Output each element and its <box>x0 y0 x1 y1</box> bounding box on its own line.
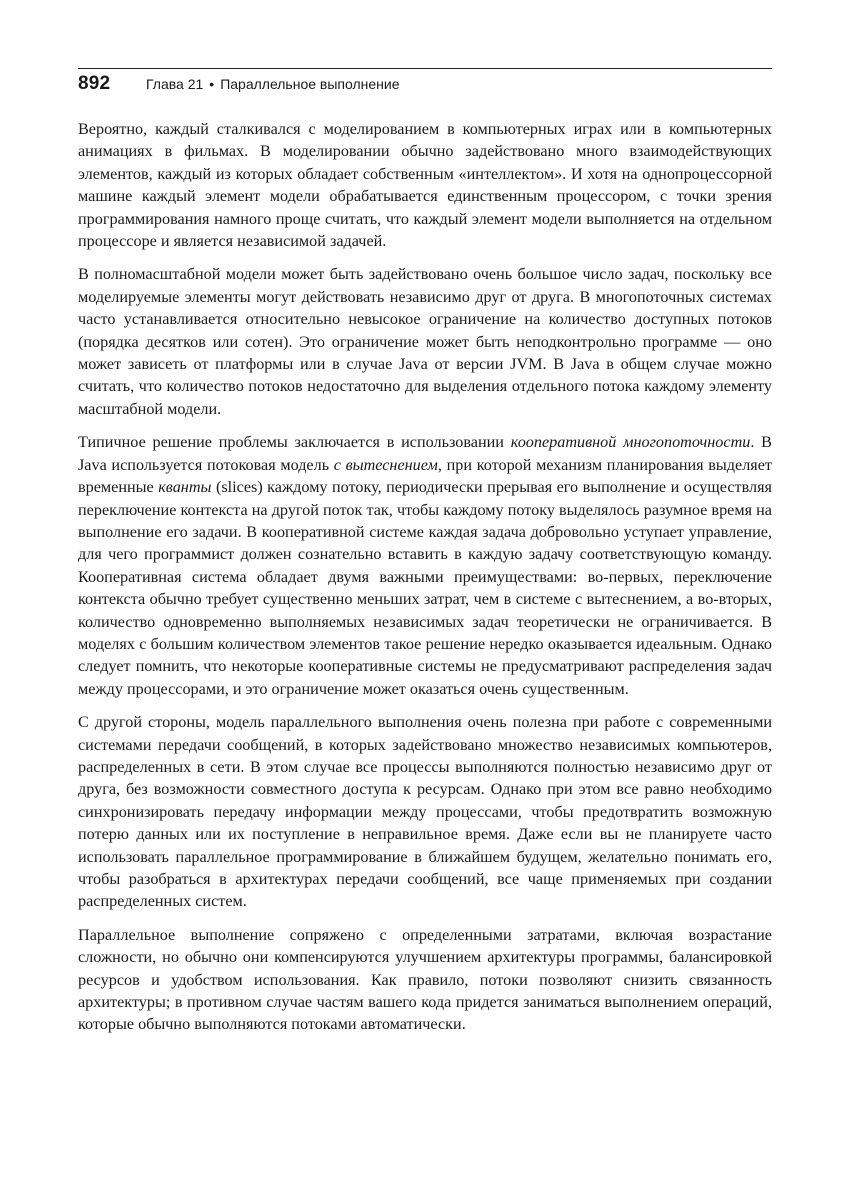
term-cooperative-multithreading: кооперативной многопоточности <box>510 433 751 452</box>
paragraph-segment: , при которой механизм планирования выделяет временные <box>78 455 772 497</box>
term-time-slices: кванты <box>158 478 212 497</box>
paragraph-thread-limits: В полномасштабной модели может быть задействовано очень большое число задач, поскольку все моделируемые элементы могут действовать независимо друг от друга. В многопоточных системах часто устанавливается относительно невысокое ограничение на количество доступных потоков (порядка десятков или сотен). Это ограничение может быть неподконтрольно программе — оно может зависеть от платформы или в случае Java от версии JVM. В Java в общем случае можно считать, что количество потоков недостаточно для выделения отдельного потока каждому элементу масштабной модели. <box>78 265 772 418</box>
paragraph-message-passing: С другой стороны, модель параллельного выполнения очень полезна при работе с современными системами передачи сообщений, в которых задействовано множество независимых компьютеров, распределенных в сети. В этом случае все процессы выполняются полностью независимо друг от друга, без возможности совместного доступа к ресурсам. Однако при этом все равно необходимо синхронизировать передачу информации между процессами, чтобы предотвратить возможную потерю данных или их поступление в неправильное время. Даже если вы не планируете часто использовать параллельное программирование в ближайшем будущем, желательно понимать его, чтобы разобраться в архитектурах передачи сообщений, все чаще применяемых при создании распределенных систем. <box>78 713 772 911</box>
paragraph-cooperative-multithreading <box>78 431 772 700</box>
paragraph-segment: . В Java используется потоковая модель <box>78 433 772 474</box>
paragraph-simulation: Вероятно, каждый сталкивался с моделированием в компьютерных играх или в компьютерных анимациях в фильмах. В моделировании обычно задействовано много взаимодействующих элементов, каждый из которых обладает собственным «интеллектом». И хотя на однопроцессорной машине каждый элемент модели обрабатывается единственным процессором, с точки зрения программирования намного проще считать, что каждый элемент модели выполняется на отдельном процессоре и является независимой задачей. <box>78 120 772 251</box>
page-number: 892 <box>78 73 111 94</box>
chapter-heading <box>146 76 400 92</box>
running-header <box>78 68 772 99</box>
body-text <box>78 118 772 1047</box>
paragraph-segment: (slices) каждому потоку, периодически прерывая его выполнение и осуществляя переключение контекста на другой поток так, чтобы каждому потоку выделялось разумное время на выполнение его задачи. В кооперативной системе каждая задача добровольно уступает управление, для чего программист должен сознательно вставить в каждую задачу соответствующую команду. Кооперативная система обладает двумя важными преимуществами: во-первых, переключение контекста обычно требует существенно меньших затрат, чем в системе с вытеснением, а во-вторых, количество одновременно выполняемых независимых задач теоретически не ограничивается. В моделях с большим количеством элементов такое решение нередко оказывается идеальным. Однако следует помнить, что некоторые кооперативные системы не предусматривают распределения задач между процессорами, и это ограничение может оказаться очень существенным. <box>78 478 772 698</box>
paragraph-costs: Параллельное выполнение сопряжено с определенными затратами, включая возрастание сложности, но обычно они компенсируются улучшением архитектуры программы, балансировкой ресурсов и удобством использования. Как правило, потоки позволяют снизить связанность архитектуры; в противном случае частям вашего кода придется заниматься выполнением операций, которые обычно выполняются потоками автоматически. <box>78 925 772 1034</box>
term-preemptive: с вытеснением <box>333 455 438 474</box>
header-separator: • <box>209 76 215 92</box>
chapter-label: Глава 21 <box>146 76 204 92</box>
chapter-title: Параллельное выполнение <box>220 76 400 92</box>
paragraph-segment: Типичное решение проблемы заключается в использовании <box>78 433 511 452</box>
